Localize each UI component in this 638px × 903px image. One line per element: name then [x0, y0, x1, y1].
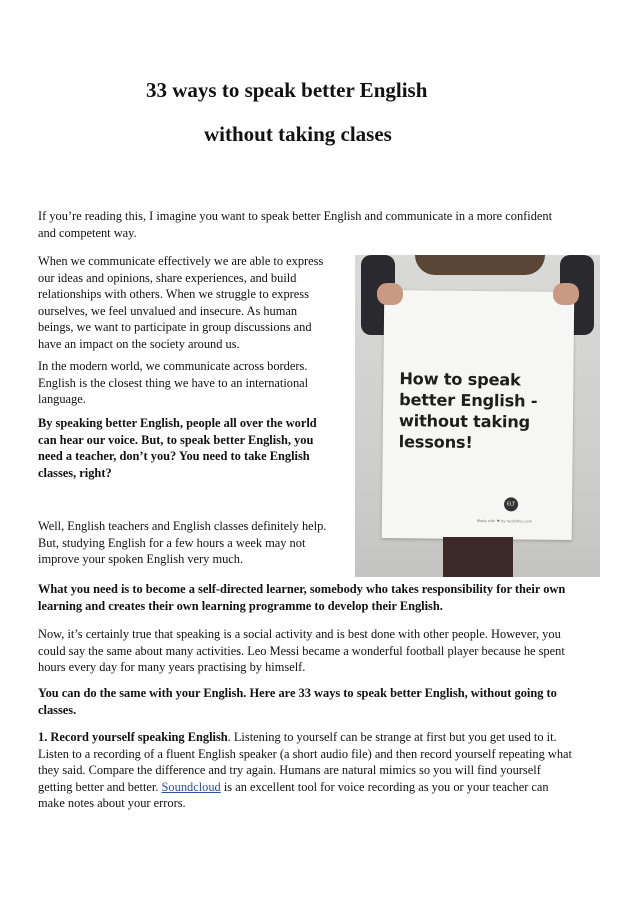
text-line: Now, it’s certainly true that speaking is a social activity and is best done with other people. However, you [38, 627, 561, 641]
poster-text [399, 368, 575, 454]
text-line [38, 779, 603, 796]
poster-line: without taking [398, 411, 531, 432]
tip-1-paragraph [38, 729, 603, 812]
text-segment: . Listening to yourself can be strange at first but you get used to it. [227, 730, 557, 744]
text-line: By speaking better English, people all over the world [38, 416, 317, 430]
text-line: our ideas and opinions, share experiences, and build [38, 270, 297, 285]
text-line: need a teacher, don’t you? You need to take English [38, 449, 310, 464]
logo-icon: ELT [504, 497, 518, 511]
text-line: English is the closest thing we have to an international [38, 375, 309, 390]
torso-shape [443, 537, 513, 577]
text-line: have an impact on the society around us. [38, 336, 240, 351]
poster-line: lessons! [398, 432, 473, 452]
poster-sheet [382, 290, 575, 540]
text-line: What you need is to become a self-directed learner, somebody who takes responsibility for their own [38, 582, 566, 596]
text-line: hours every day for many years practising by himself. [38, 660, 306, 675]
tip-heading: 1. Record yourself speaking English [38, 730, 228, 744]
text-line: beings, we want to participate in group discussions and [38, 320, 312, 335]
teachers-paragraph [38, 518, 348, 568]
left-hand-shape [377, 283, 403, 305]
text-line [38, 729, 603, 746]
text-line: could say the same about many activities. Leo Messi became a wonderful football player because he spent [38, 643, 565, 658]
poster-footer: Made with ♥ by recitethis.com [476, 518, 533, 524]
text-line: classes, right? [38, 465, 112, 480]
soundcloud-link[interactable]: Soundcloud [161, 779, 221, 794]
poster-line: How to speak [399, 369, 521, 390]
text-line: language. [38, 392, 86, 407]
text-line: learning and creates their own learning programme to develop their English. [38, 598, 443, 613]
intro-paragraph [38, 208, 598, 241]
text-line: and competent way. [38, 225, 137, 240]
text-line: make notes about your errors. [38, 796, 186, 811]
text-line: improve your spoken English very much. [38, 552, 244, 567]
text-segment: getting better and better. [38, 779, 162, 794]
poster-line: better English - [399, 390, 538, 411]
modern-world-paragraph [38, 358, 338, 408]
poster-photo [355, 255, 600, 577]
same-with-english-paragraph [38, 685, 598, 718]
text-line: can hear our voice. But, to speak better English, you [38, 432, 314, 447]
document-title-line-1: 33 ways to speak better English [146, 78, 428, 102]
self-directed-paragraph [38, 581, 598, 614]
right-hand-shape [553, 283, 579, 305]
text-line: Well, English teachers and English classes definitely help. [38, 519, 327, 533]
text-line: If you’re reading this, I imagine you want to speak better English and communicate in a more confident [38, 209, 553, 223]
text-line: When we communicate effectively we are able to express [38, 254, 324, 268]
text-line: In the modern world, we communicate across borders. [38, 359, 308, 373]
text-line: ourselves, we feel unvalued and insecure. As human [38, 303, 298, 318]
text-segment: is an excellent tool for voice recording as you or your teacher can [220, 779, 549, 794]
text-line: they said. Compare the difference and try again. Humans are natural mimics so you will find yourself [38, 763, 541, 778]
text-line: You can do the same with your English. Here are 33 ways to speak better English, without going to [38, 686, 557, 700]
text-line: But, studying English for a few hours a week may not [38, 535, 306, 550]
social-activity-paragraph [38, 626, 598, 676]
document-title-line-2: without taking clases [204, 122, 392, 146]
speaking-better-paragraph [38, 415, 338, 481]
text-line: relationships with others. When we struggle to express [38, 287, 309, 302]
text-line: classes. [38, 702, 77, 717]
communicate-paragraph [38, 253, 338, 353]
text-line: Listen to a recording of a fluent English speaker (a short audio file) and then record yourself repeating what [38, 746, 572, 761]
hair-shape [415, 255, 545, 275]
